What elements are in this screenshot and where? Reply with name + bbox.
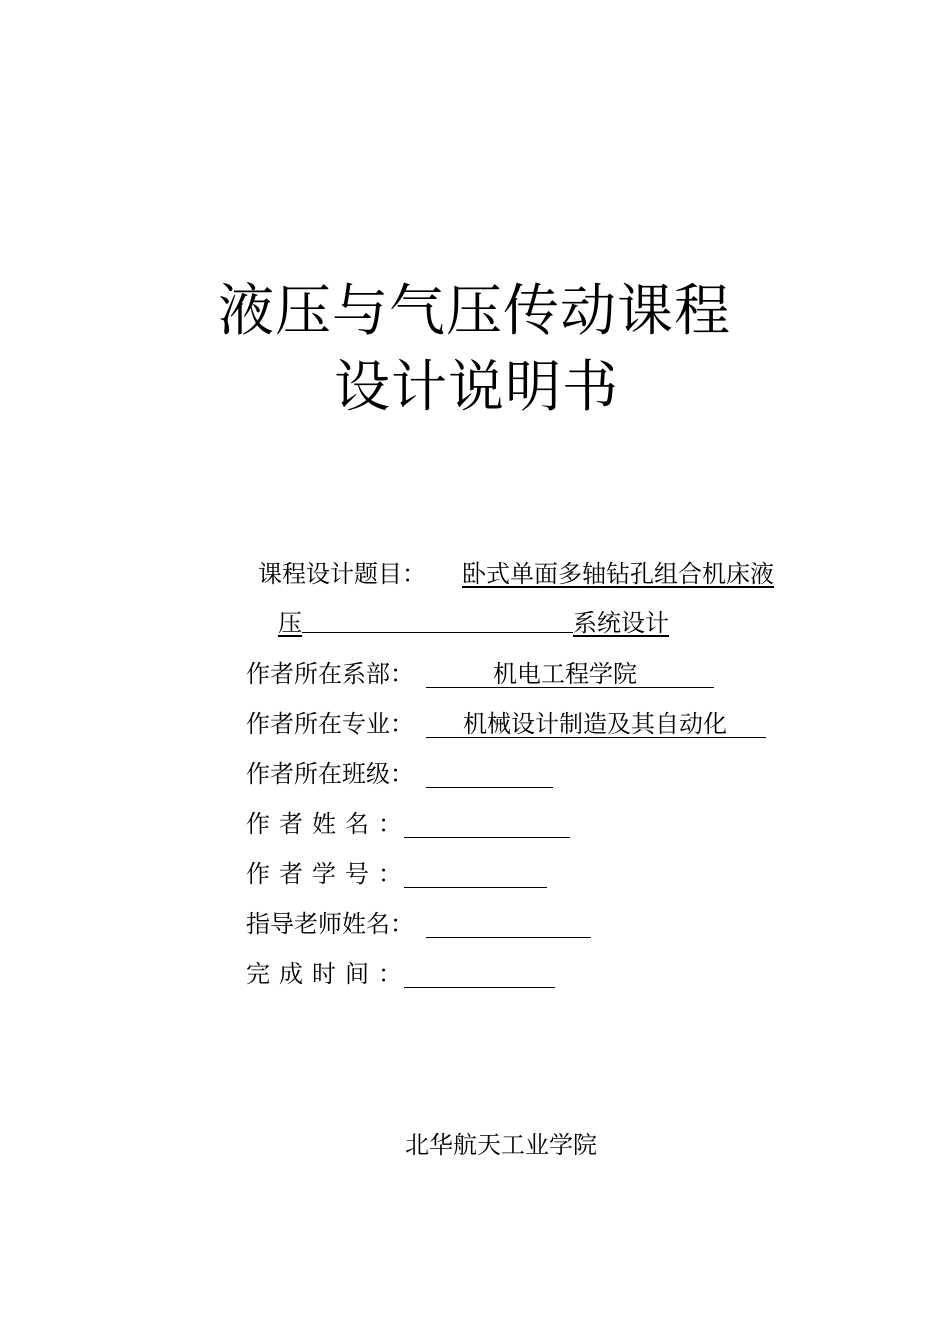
student-id-field (404, 859, 547, 888)
completion-date-label: 完成时间： (246, 960, 411, 988)
course-topic-value-line-2-end: 系统设计 (573, 609, 669, 637)
major-label: 作者所在专业： (246, 710, 414, 738)
advisor-name-field (426, 909, 591, 938)
document-title-line-1: 液压与气压传动课程 (218, 279, 731, 344)
course-topic-underline-gap (302, 632, 573, 633)
major-value: 机械设计制造及其自动化 (463, 710, 727, 738)
department-label: 作者所在系部： (246, 660, 414, 688)
author-name-label: 作者姓名： (246, 810, 411, 838)
student-id-label: 作者学号： (246, 860, 411, 888)
class-label: 作者所在班级： (246, 760, 414, 788)
completion-date-field (404, 959, 555, 988)
class-field (426, 759, 553, 788)
advisor-name-label: 指导老师姓名： (246, 910, 414, 938)
course-topic-label: 课程设计题目： (258, 560, 426, 588)
course-topic-value-line-2-start: 压 (278, 609, 302, 637)
school-name: 北华航天工业学院 (405, 1131, 597, 1159)
document-title-line-2: 设计说明书 (334, 355, 619, 420)
course-topic-value-line-1: 卧式单面多轴钻孔组合机床液 (462, 560, 774, 588)
department-value: 机电工程学院 (493, 660, 637, 688)
author-name-field (404, 809, 570, 838)
